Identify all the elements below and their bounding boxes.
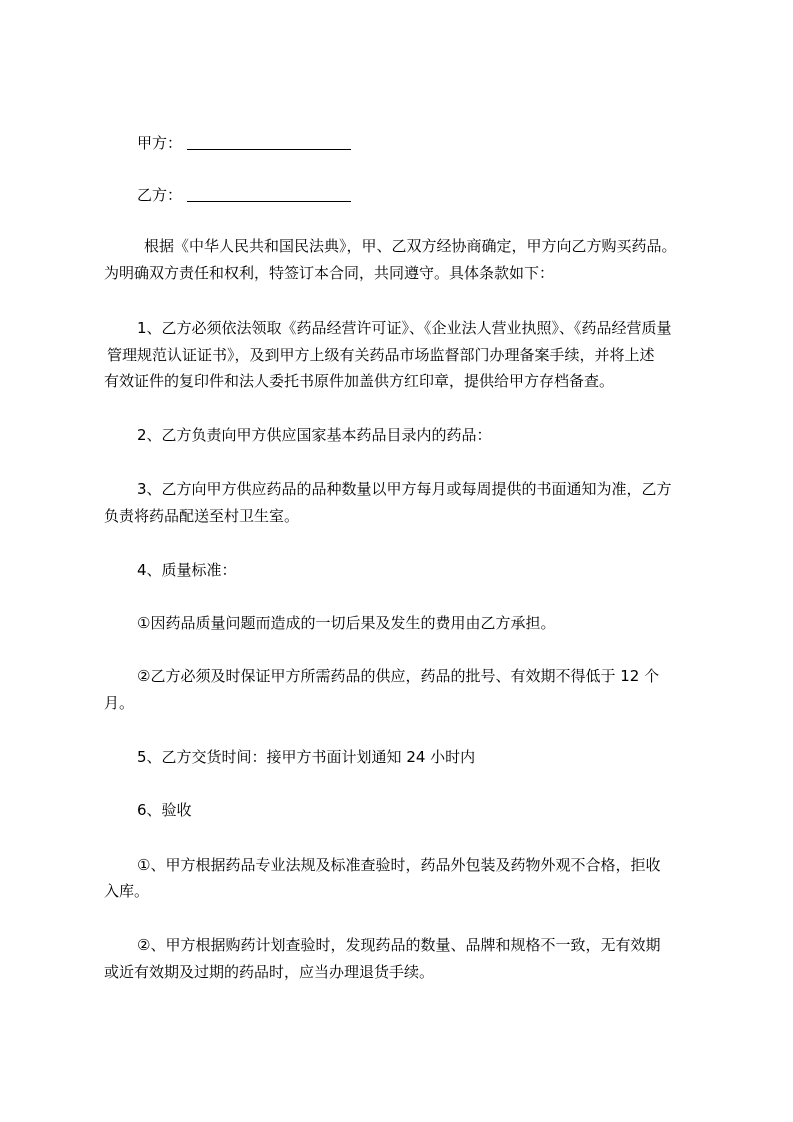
clause-4-item-2-line-1: ②乙方必须及时保证甲方所需药品的供应，药品的批号、有效期不得低于 12 个 [137,667,660,685]
clause-1-line-3: 有效证件的复印件和法人委托书原件加盖供方红印章，提供给甲方存档备查。 [104,372,615,390]
clause-6-item-2-line-2: 或近有效期及过期的药品时，应当办理退货手续。 [104,963,435,981]
clause-6-title: 6、验收 [137,801,192,819]
clause-5-line-1: 5、乙方交货时间：接甲方书面计划通知 24 小时内 [137,748,476,766]
clause-4-item-1: ①因药品质量问题而造成的一切后果及发生的费用由乙方承担。 [137,614,556,632]
party-b-blank [187,201,351,202]
preamble-line-1: 根据《中华人民共和国民法典》，甲、乙双方经协商确定，甲方向乙方购买药品。 [144,237,677,255]
clause-6-item-1-line-2: 入库。 [104,882,150,900]
clause-1-line-2: 管理规范认证证书》，及到甲方上级有关药品市场监督部门办理备案手续，并将上述 [107,346,655,364]
party-a-blank [187,149,351,150]
preamble-line-2: 为明确双方责任和权利，特签订本合同，共同遵守。具体条款如下： [104,264,555,282]
clause-2-line-1: 2、乙方负责向甲方供应国家基本药品目录内的药品： [137,426,492,444]
clause-3-line-1: 3、乙方向甲方供应药品的品种数量以甲方每月或每周提供的书面通知为准，乙方 [137,480,672,498]
party-a-label: 甲方： [137,134,183,152]
clause-1-line-1: 1、乙方必须依法领取《药品经营许可证》、《企业法人营业执照》、《药品经营质量 [137,319,672,337]
clause-6-item-2-line-1: ②、甲方根据购药计划查验时，发现药品的数量、品牌和规格不一致，无有效期 [137,936,661,954]
clause-3-line-2: 负责将药品配送至村卫生室。 [104,507,300,525]
clause-6-item-1-line-1: ①、甲方根据药品专业法规及标准查验时，药品外包装及药物外观不合格，拒收 [137,856,661,874]
clause-4-title: 4、质量标准： [137,561,237,579]
party-b-label: 乙方： [137,186,183,204]
clause-4-item-2-line-2: 月。 [104,694,135,712]
